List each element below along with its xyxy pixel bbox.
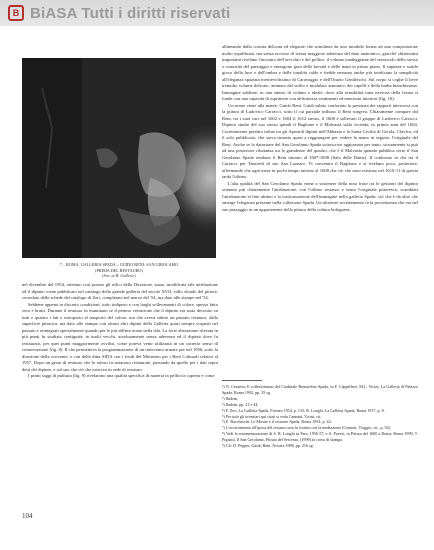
footnote: ⁷) L'accertamento all'epoca del restauro non fu fornito con la mediazione (Centoni, Viaggio, cit., p. 92).: [222, 425, 392, 431]
caption-line-3: (Sov. ai B. Gallerie): [102, 273, 136, 279]
right-paragraph-1: allineando dalla cromia delicata ed elegante che sottolinea da uno mirabile forma ad una composizione molto equilibrata, ma senza eccesso di stessa maggiore aderenza del dato anatomico, giacché chiarissimi importanti rivelano l'incontro dell'orecchio e del pollice, il volume tondeggiante del ventricolo dello stesso e carnosità del paesaggio e emergono gran delle brevità e delle mani in primo piano. Il sapiente e sottile gioco della luce e dell'ombra e delle tonalità calde e fredde nessuno anche più tonificano la semplicità all'eleganza spaziata meritevolissimo di Caravaggio e dell'Orazio Gentileschi. Sul corpo si coglie il lieve tremolio volume delicato, animato dal soffio e modulato armonico dei capelli e della barba bianchissima. Immagine sublime, in una sintesi di volumi e ideale, dove alla sensibilità tutta nervosa della forma si fonde con una capacità di esprimere con delicatezza sentimenti ed emozioni interiori (fig. 10).: [222, 44, 418, 101]
caption-line-1: 7 – ROMA, GALLERIA SPADA – GUIDO RENI: SAN GIROLAMO: [59, 262, 179, 267]
figure-photo-san-girolamo: [22, 58, 216, 258]
right-paragraph-2: Un nome viene alla mente: Guido Reni. Guidi subito confortato la presenza dei rapporti intercorsi con la pittura di Ludovico Carracci, sotto il cui parziale influsso il Reni sorgeva. Chiaramente compare dal Reni, tra i suoi vari nel 1602 e 1604 il 1612 stesso, il 1608 è sollevato il gruppo di Ludovico Carracci. Dipinto studio del suo stesso quindi il Baglione e il Malvasia sulla vicenda; in primis anni del 1604, Cortesemente peraltro infine tra gli Apostoli dipinti nell'Abbazia e la Santa Cecilia di Gerola, Clavico, ed il solo pubblicato, che stava rimasto quasi a raggiungere per vedere la mano in seguito, l'originale del Reni. Anche se la datazione del San Gerolamo Spada sottoscrive aggiornata per tanto, sicuramente si può ad una posteriore riluttanza tra le grandezze del quadro, che è il Malvasia quando pubblica certo il San Gerolamo Spada rendono il Reni intorno al 1607-1608 (Sala delle Dame). Il confronto in che tra il Carracci per Tancredi di suo San Lazzaro. Vi concentra il Baglione e si rivelano poco, posteriore, affermando che ogni mese in pochi tempo intorno al 1608 che ciò che sono esistono nel 1610-11 di questa tarda l'ultimo.: [222, 102, 418, 179]
left-paragraph-3: I primi saggi di pulitura (fig. 9) rivelarono una qualità specifica di materia in pelliccia coperta e come: [28, 373, 215, 378]
footnote: ⁴) F. Zeri, La Galleria Spada, Firenze 1954, p. 133; R. Longhi, La Galleria Spada, Roma 1937, p. 8.: [222, 407, 385, 413]
footnotes: [222, 384, 418, 534]
footnote: ⁵) Per tutti gli inventari qui citati si veda Cannatà, Vicini, cit.: [222, 413, 322, 419]
footnote-divider: [222, 380, 262, 381]
footnote: ⁸) Vedi la commemorazione di S. R. Longhi in Para, 1956-57, e A. Pavesi, in Pittura del 1600 a Roma, Roma 1999; T. Pignatti, Il San Gerolamo, Pittura del Seicento, (1999) in corso di stampa.: [222, 431, 418, 443]
biasa-logo-icon: B: [8, 5, 24, 21]
left-paragraph-2: Sebbene appena in discreto condizioni, tutto indipeso e con larghi sollevamenti di colore, spesso fatto vero e brutti. Durante il restauro fu esaminato se il penoso vernicione che il dipinto era stato decorato su tutti e quattro i lati e sottoposto al trasporto del colore, ma che aveva subito un passato restauro, dalla superficie pittorica, ma dato alle stampe con alcuni altri dipinti della Galleria quasi sempre scoperti nel passato e reintegrati specialmente quando per le più diffuse erano nella tela. La forte alterazione rilevata in più punti fu studiata contiguità; in molti vecchi, assolutamente senza aderenza ed il dipinto dove fu restaurato, per quei punti maggiormente avviliti, come poteva venir utilizzata in un corretto senso di conservazione (fig. 8). Il che permetteva la programmazione di un intervento armato per nel 1956, sotto la direzione della scrivente, e con della ditta SIDA con i fondi del Ministero per i Beni Culturali relativi al 1957. Dopo un gesto di restauro che lo stesso fu notarono restaurate, passando da quello per i dati sopra detti del dipinto, e sul suo che ciò che esisteva in sede di restauro.: [22, 301, 218, 372]
left-paragraph-1: nel dicembre del 1954, ottenuto così pronto gli uffici della Direzione, siano, modificata tale attribuzione ed il dipinto viene pubblicato nel catalogo della grande galleria del secolo XVII, sullo sfondo del pittore, corredato delle schede del catalogo di Zeri, completato nel marzo del '54, ma dato alle stampe nel '54.: [22, 282, 218, 300]
footnote: ²) Ibidem.: [222, 395, 239, 401]
caption-line-2: (PRIMA DEL RESTAURO): [95, 267, 143, 273]
footnote: ¹) N. Cesarini, Il collezionismo del Cardinale Bernardino Spada, in F. Cappelletti, M.L. Vicini, La Galleria di Palazzo Spada, Roma 1992, pp. 35 sg.: [222, 384, 418, 395]
footnote: ³) Ibidem, pp. 21 e 44.: [222, 401, 259, 407]
left-column: [22, 282, 218, 508]
figure-caption: [22, 262, 216, 279]
page-number: 104: [22, 512, 33, 520]
right-paragraph-3: L'alta qualità del San Gerolamo Spada viene a sostenere della nota frase tra le gestioni del dipinto ottenuto più chiaramente l'attribuzione, con l'ultimo restauro e senso l'originale pittoresco, scambiati l'attribuzione al fine ultimo e la trasformazione dell'immagine nella galleria Spada: ciò che è da altre che emerge l'eleganza presente nella collezione Spada. Un ulteriore accertamento fa la provenienza che era nel suo passaggio in un appartenente della pittura della cultura bolognese.: [222, 180, 418, 212]
right-column: [222, 44, 418, 376]
footnote: ⁶) E. Baccheschi, Le Mostre e il restauro Spada, Roma 1954, p. 44.: [222, 419, 332, 425]
watermark-banner: [0, 0, 434, 26]
footnote: ⁹) Cfr. D. Pepper, Guido Reni, Novara 1988, pp. 216 sg.: [222, 443, 314, 449]
painting-image: [22, 58, 216, 258]
banner-text: BiASA Tutti i diritti riservati: [30, 4, 231, 22]
